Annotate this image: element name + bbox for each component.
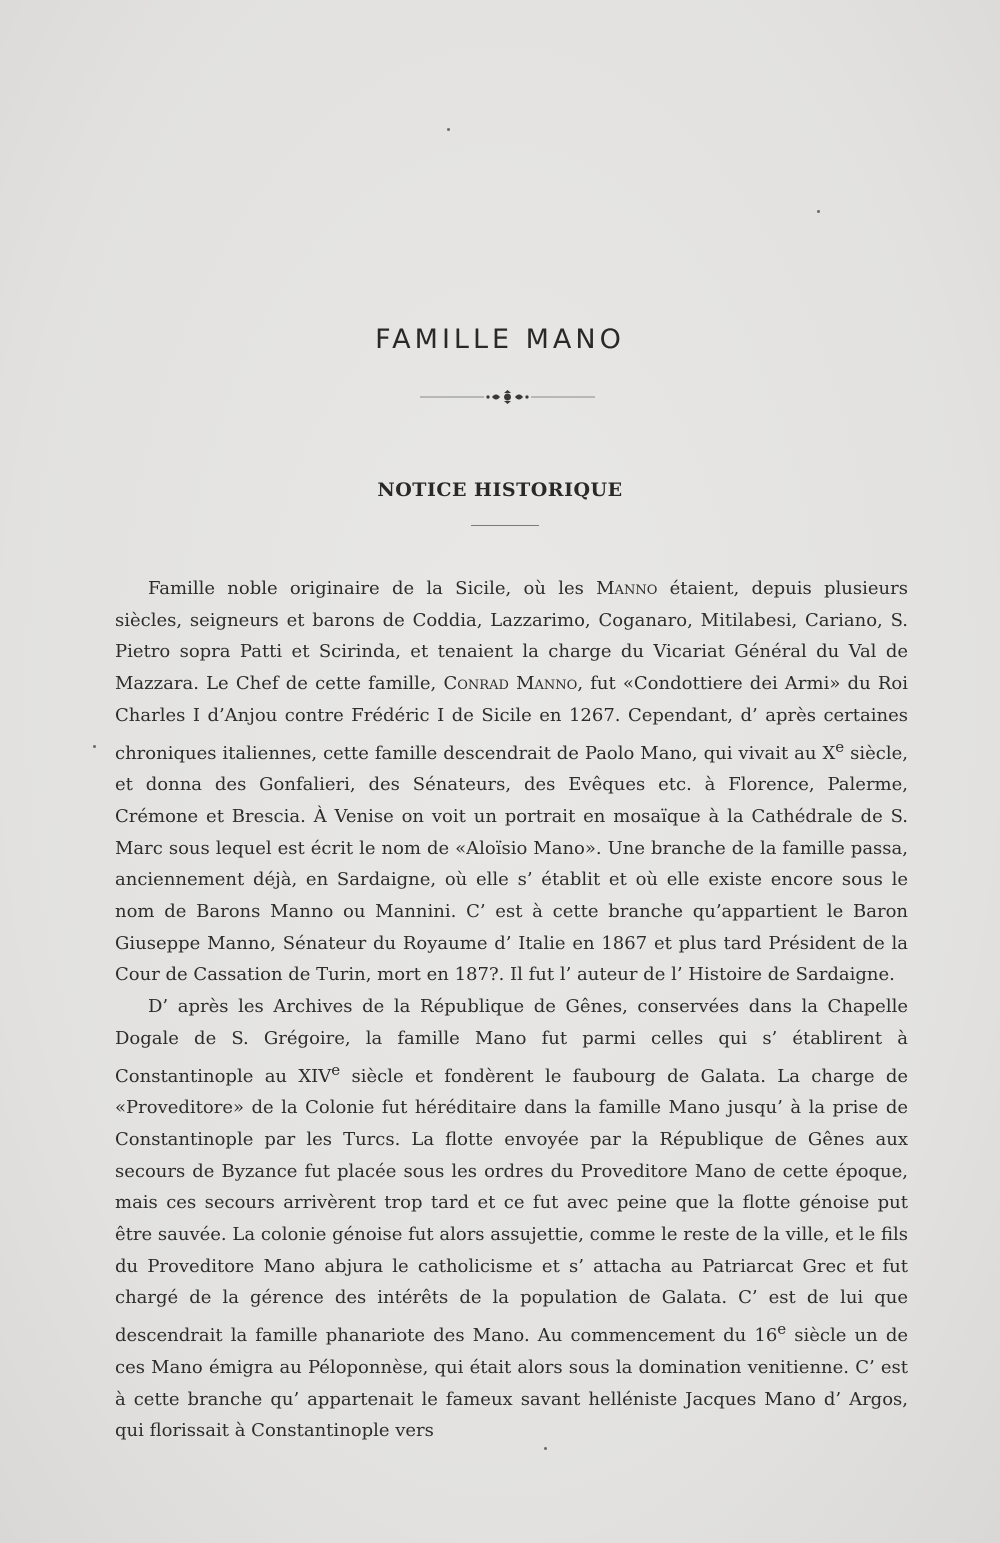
century-superscript: e bbox=[777, 1320, 787, 1339]
paragraph-1 bbox=[115, 573, 908, 991]
person-name-conrad-manno: Conrad Manno bbox=[443, 673, 578, 695]
paragraph-2-text-b: siècle et fondèrent le faubourg de Galata. La charge de «Proveditore» de la Colonie fut héréditaire dans la famille Mano jusqu’ à la prise de Constantinople par les Turcs. La flotte envoyée par la République de Gênes aux secours de Byzance fut placée sous les ordres du Proveditore Mano de cette époque, mais ces secours arrivèrent trop tard et ce fut avec peine que la flotte génoise put être sauvée. La colonie génoise fut alors assujettie, comme le reste de la ville, et le fils du Proveditore Mano abjura le catholicisme et s’ attacha au Patriarcat Grec et fut chargé de la gérence des intérêts de la population de Galata. C’ est de lui que descendrait la famille phanariote des Mano. Au commencement du 16 bbox=[115, 1065, 908, 1347]
page-title: FAMILLE MANO bbox=[375, 324, 625, 355]
paragraph-2-text-c: siècle un de ces Mano émigra au Péloponnèse, qui était alors sous la domination venitienne. C’ est à cette branche qu’ appartenait le fameux savant helléniste Jacques Mano d’ Argos, qui florissait à Constantinople vers bbox=[115, 1325, 908, 1442]
paragraph-2-text-a: D’ après les Archives de la République de Gênes, conservées dans la Chapelle Dogale de S. Grégoire, la famille Mano fut parmi celles qui s’ établirent à Constantinople au XIV bbox=[115, 996, 908, 1087]
century-superscript: e bbox=[331, 1060, 341, 1079]
paragraph-2 bbox=[115, 991, 908, 1447]
body-text bbox=[115, 573, 908, 1447]
paragraph-1-text-d: siècle, et donna des Gonfalieri, des Sénateurs, des Evêques etc. à Florence, Palerme, Crémone et Brescia. À Venise on voit un portrait en mosaïque à la Cathédrale de S. Marc sous lequel est écrit le nom de «Aloïsio Mano». Une branche de la famille passa, anciennement déjà, en Sardaigne, où elle s’ établit et où elle existe encore sous le nom de Barons Manno ou Mannini. C’ est à cette branche qu’appartient le Baron Giuseppe Manno, Sénateur du Royaume d’ Italie en 1867 et plus tard Président de la Cour de Cassation de Turin, mort en 187?. Il fut l’ auteur de l’ Histoire de Sardaigne. bbox=[115, 742, 908, 986]
paper-speck bbox=[447, 128, 450, 131]
century-superscript: e bbox=[835, 737, 845, 756]
family-name-manno: Manno bbox=[596, 578, 658, 599]
section-heading: NOTICE HISTORIQUE bbox=[377, 479, 623, 501]
paragraph-1-text-b: étaient, depuis plusieurs siècles, seigneurs et barons de Coddia, Lazzarimo, Coganaro, Mitilabesi, Cariano, S. Pietro sopra Patti et Scirinda, et tenaient la charge du Vicariat Général du Val de Mazzara. Le Chef de cette famille, bbox=[115, 578, 908, 695]
paper-speck bbox=[817, 210, 820, 213]
paragraph-1-text-a: Famille noble originaire de la Sicile, où les bbox=[148, 578, 597, 599]
fleuron-ornament bbox=[420, 388, 595, 406]
paper-speck bbox=[544, 1447, 547, 1450]
paragraph-1-text-c: , fut «Condottiere dei Armi» du Roi Charles I d’Anjou contre Frédéric I de Sicile en 1267. Cependant, d’ après certaines chroniques italiennes, cette famille descendrait de Paolo Mano, qui vivait au X bbox=[115, 673, 908, 764]
heading-rule bbox=[471, 525, 539, 526]
paper-speck bbox=[93, 745, 96, 748]
